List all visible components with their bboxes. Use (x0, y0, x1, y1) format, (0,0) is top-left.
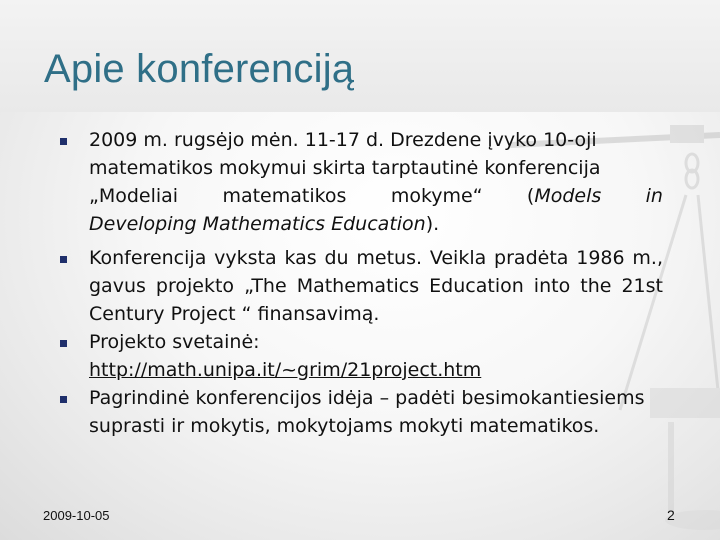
bullet-text: Konferencija vyksta kas du metus. Veikla pradėta 1986 m., gavus projekto „The Mathematics Education into the 21st Century Project “ finansavimą. (89, 247, 663, 325)
page-number: 2 (667, 507, 675, 523)
bullet-item (60, 244, 663, 328)
bullet-line-end: ). (425, 213, 440, 235)
bullet-word-italic: Models (534, 185, 602, 207)
bullet-word: mokyme“ (390, 185, 483, 207)
bullet-text (89, 328, 663, 384)
bullet-italic-text: Developing Mathematics Education (89, 213, 426, 235)
slide-title: Apie konferenciją (44, 47, 355, 91)
bullet-list (60, 126, 663, 440)
bullet-word: „Modeliai (89, 185, 179, 207)
website-label: Projekto svetainė: (89, 331, 260, 353)
bullet-line (89, 182, 663, 210)
bullet-word: ( (526, 185, 535, 207)
bullet-item (60, 384, 663, 440)
bullet-marker-icon (60, 340, 67, 347)
bullet-marker-icon (60, 396, 67, 403)
bullet-text: Pagrindinė konferencijos idėja – padėti besimokantiesiems suprasti ir mokytis, mokytojams mokyti matematikos. (89, 387, 645, 437)
project-website-link[interactable]: http://math.unipa.it/~grim/21project.htm (89, 359, 482, 381)
bullet-line (89, 210, 663, 238)
bullet-marker-icon (60, 138, 67, 145)
bullet-marker-icon (60, 256, 67, 263)
bullet-line: 2009 m. rugsėjo mėn. 11-17 d. Drezdene įvyko 10-oji (89, 129, 597, 151)
bullet-paren-group (527, 182, 601, 210)
footer-date: 2009-10-05 (43, 508, 110, 523)
bullet-word-italic: in (645, 185, 663, 207)
bullet-line: matematikos mokymui skirta tarptautinė konferencija (89, 157, 601, 179)
bullet-item (60, 328, 663, 384)
bullet-text (89, 126, 663, 238)
bullet-item (60, 126, 663, 238)
bullet-word: matematikos (222, 185, 347, 207)
